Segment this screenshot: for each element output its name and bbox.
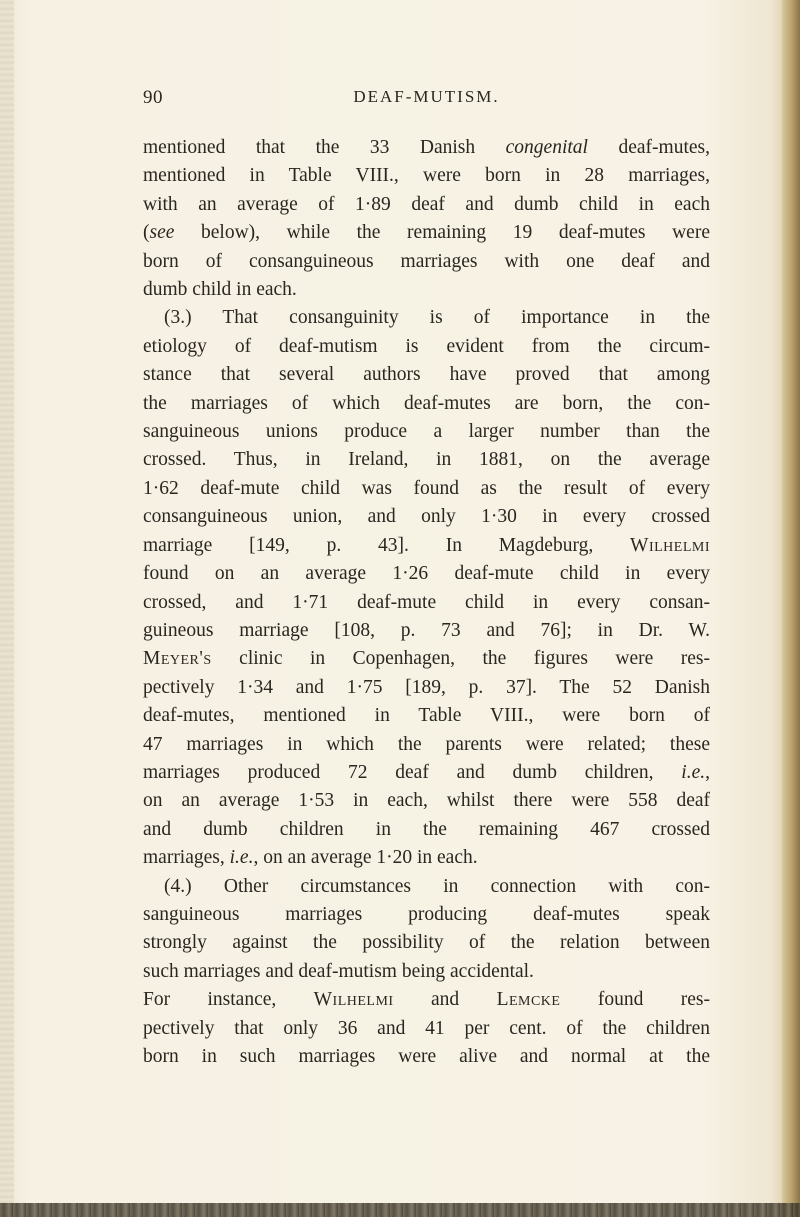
text-run: clinic in Copenhagen, the figures were res- bbox=[211, 648, 710, 670]
author-name: Wilhelmi bbox=[630, 534, 710, 556]
body-text bbox=[143, 134, 710, 1071]
text-line bbox=[143, 958, 710, 986]
italic-text: see bbox=[149, 222, 175, 244]
text-line bbox=[143, 418, 710, 446]
text-run: , on an average 1·20 in each. bbox=[253, 847, 478, 869]
text-line bbox=[143, 333, 710, 361]
text-run: 1·62 deaf-mute child was found as the result of every bbox=[143, 477, 710, 499]
text-run: with an average of 1·89 deaf and dumb child in each bbox=[143, 193, 710, 215]
text-run: mentioned in Table VIII., were born in 28 marriages, bbox=[143, 165, 710, 187]
text-run: pectively that only 36 and 41 per cent. of the children bbox=[143, 1017, 710, 1039]
author-name: Wilhelmi bbox=[313, 989, 394, 1011]
text-line bbox=[143, 759, 710, 787]
text-line bbox=[143, 219, 710, 247]
text-run: sanguineous marriages producing deaf-mutes speak bbox=[143, 903, 710, 925]
text-run: marriages produced 72 deaf and dumb children, bbox=[143, 761, 682, 783]
page-number: 90 bbox=[143, 87, 163, 108]
text-line bbox=[143, 589, 710, 617]
author-name: Lemcke bbox=[496, 989, 561, 1011]
text-run: the marriages of which deaf-mutes are born, the con- bbox=[143, 392, 710, 414]
text-line bbox=[143, 645, 710, 673]
text-line bbox=[143, 731, 710, 759]
text-line bbox=[143, 617, 710, 645]
text-line bbox=[143, 134, 710, 162]
text-line bbox=[143, 304, 710, 332]
text-run: crossed, and 1·71 deaf-mute child in every consan- bbox=[143, 591, 710, 613]
text-run: deaf-mutes, mentioned in Table VIII., were born of bbox=[143, 705, 710, 727]
text-run: such marriages and deaf-mutism being accidental. bbox=[143, 960, 534, 982]
text-line bbox=[143, 560, 710, 588]
author-name: Meyer's bbox=[143, 648, 212, 670]
text-run: ( bbox=[143, 222, 150, 244]
text-line bbox=[143, 248, 710, 276]
text-run: consanguineous union, and only 1·30 in every crossed bbox=[143, 506, 710, 528]
text-run: born in such marriages were alive and normal at the bbox=[143, 1046, 710, 1067]
text-line bbox=[143, 361, 710, 389]
text-line bbox=[143, 446, 710, 474]
page-gutter-left bbox=[0, 0, 14, 1217]
text-run: stance that several authors have proved that among bbox=[143, 364, 710, 386]
text-run: dumb child in each. bbox=[143, 279, 297, 301]
page-edge-right bbox=[782, 0, 800, 1217]
text-line bbox=[143, 986, 710, 1014]
text-run: mentioned that the 33 Danish bbox=[143, 137, 506, 158]
text-run: guineous marriage [108, p. 73 and 76]; in Dr. W. bbox=[143, 619, 710, 641]
text-run: and dumb children in the remaining 467 crossed bbox=[143, 818, 710, 840]
text-line bbox=[143, 1043, 710, 1071]
text-line bbox=[143, 390, 710, 418]
italic-text: congenital bbox=[505, 137, 588, 158]
text-run: marriages, bbox=[143, 847, 230, 869]
text-run: found on an average 1·26 deaf-mute child in every bbox=[143, 563, 710, 585]
text-line bbox=[143, 901, 710, 929]
text-run: For instance, bbox=[143, 989, 314, 1011]
text-line bbox=[143, 162, 710, 190]
text-run: 47 marriages in which the parents were related; these bbox=[143, 733, 710, 755]
text-run: deaf-mutes, bbox=[587, 137, 710, 158]
page-header bbox=[143, 87, 710, 117]
text-line bbox=[143, 276, 710, 304]
text-line bbox=[143, 787, 710, 815]
text-run: crossed. Thus, in Ireland, in 1881, on the average bbox=[143, 449, 710, 471]
running-head: DEAF-MUTISM. bbox=[353, 87, 500, 106]
text-run: found res- bbox=[560, 989, 711, 1011]
italic-text: i.e. bbox=[229, 847, 254, 869]
text-line bbox=[143, 873, 710, 901]
text-line bbox=[143, 191, 710, 219]
text-run: marriage [149, p. 43]. In Magdeburg, bbox=[143, 534, 631, 556]
text-run: pectively 1·34 and 1·75 [189, p. 37]. The 52 Danish bbox=[143, 676, 710, 698]
text-run: sanguineous unions produce a larger number than the bbox=[143, 421, 710, 443]
text-run: , bbox=[705, 761, 710, 783]
text-run: born of consanguineous marriages with one deaf and bbox=[143, 250, 710, 272]
text-line bbox=[143, 816, 710, 844]
text-run: (4.) Other circumstances in connection with con- bbox=[164, 875, 710, 897]
text-line bbox=[143, 1015, 710, 1043]
italic-text: i.e. bbox=[681, 761, 706, 783]
text-line bbox=[143, 674, 710, 702]
text-run: below), while the remaining 19 deaf-mutes were bbox=[174, 222, 710, 244]
text-line bbox=[143, 532, 710, 560]
text-line bbox=[143, 929, 710, 957]
text-run: and bbox=[393, 989, 497, 1011]
text-line bbox=[143, 702, 710, 730]
text-line bbox=[143, 844, 710, 872]
text-run: (3.) That consanguinity is of importance in the bbox=[164, 307, 710, 329]
text-line bbox=[143, 503, 710, 531]
text-run: on an average 1·53 in each, whilst there were 558 deaf bbox=[143, 790, 710, 812]
text-line bbox=[143, 475, 710, 503]
page-edge-bottom bbox=[0, 1203, 800, 1217]
text-run: etiology of deaf-mutism is evident from the circum- bbox=[143, 335, 710, 357]
text-run: strongly against the possibility of the relation between bbox=[143, 932, 710, 954]
